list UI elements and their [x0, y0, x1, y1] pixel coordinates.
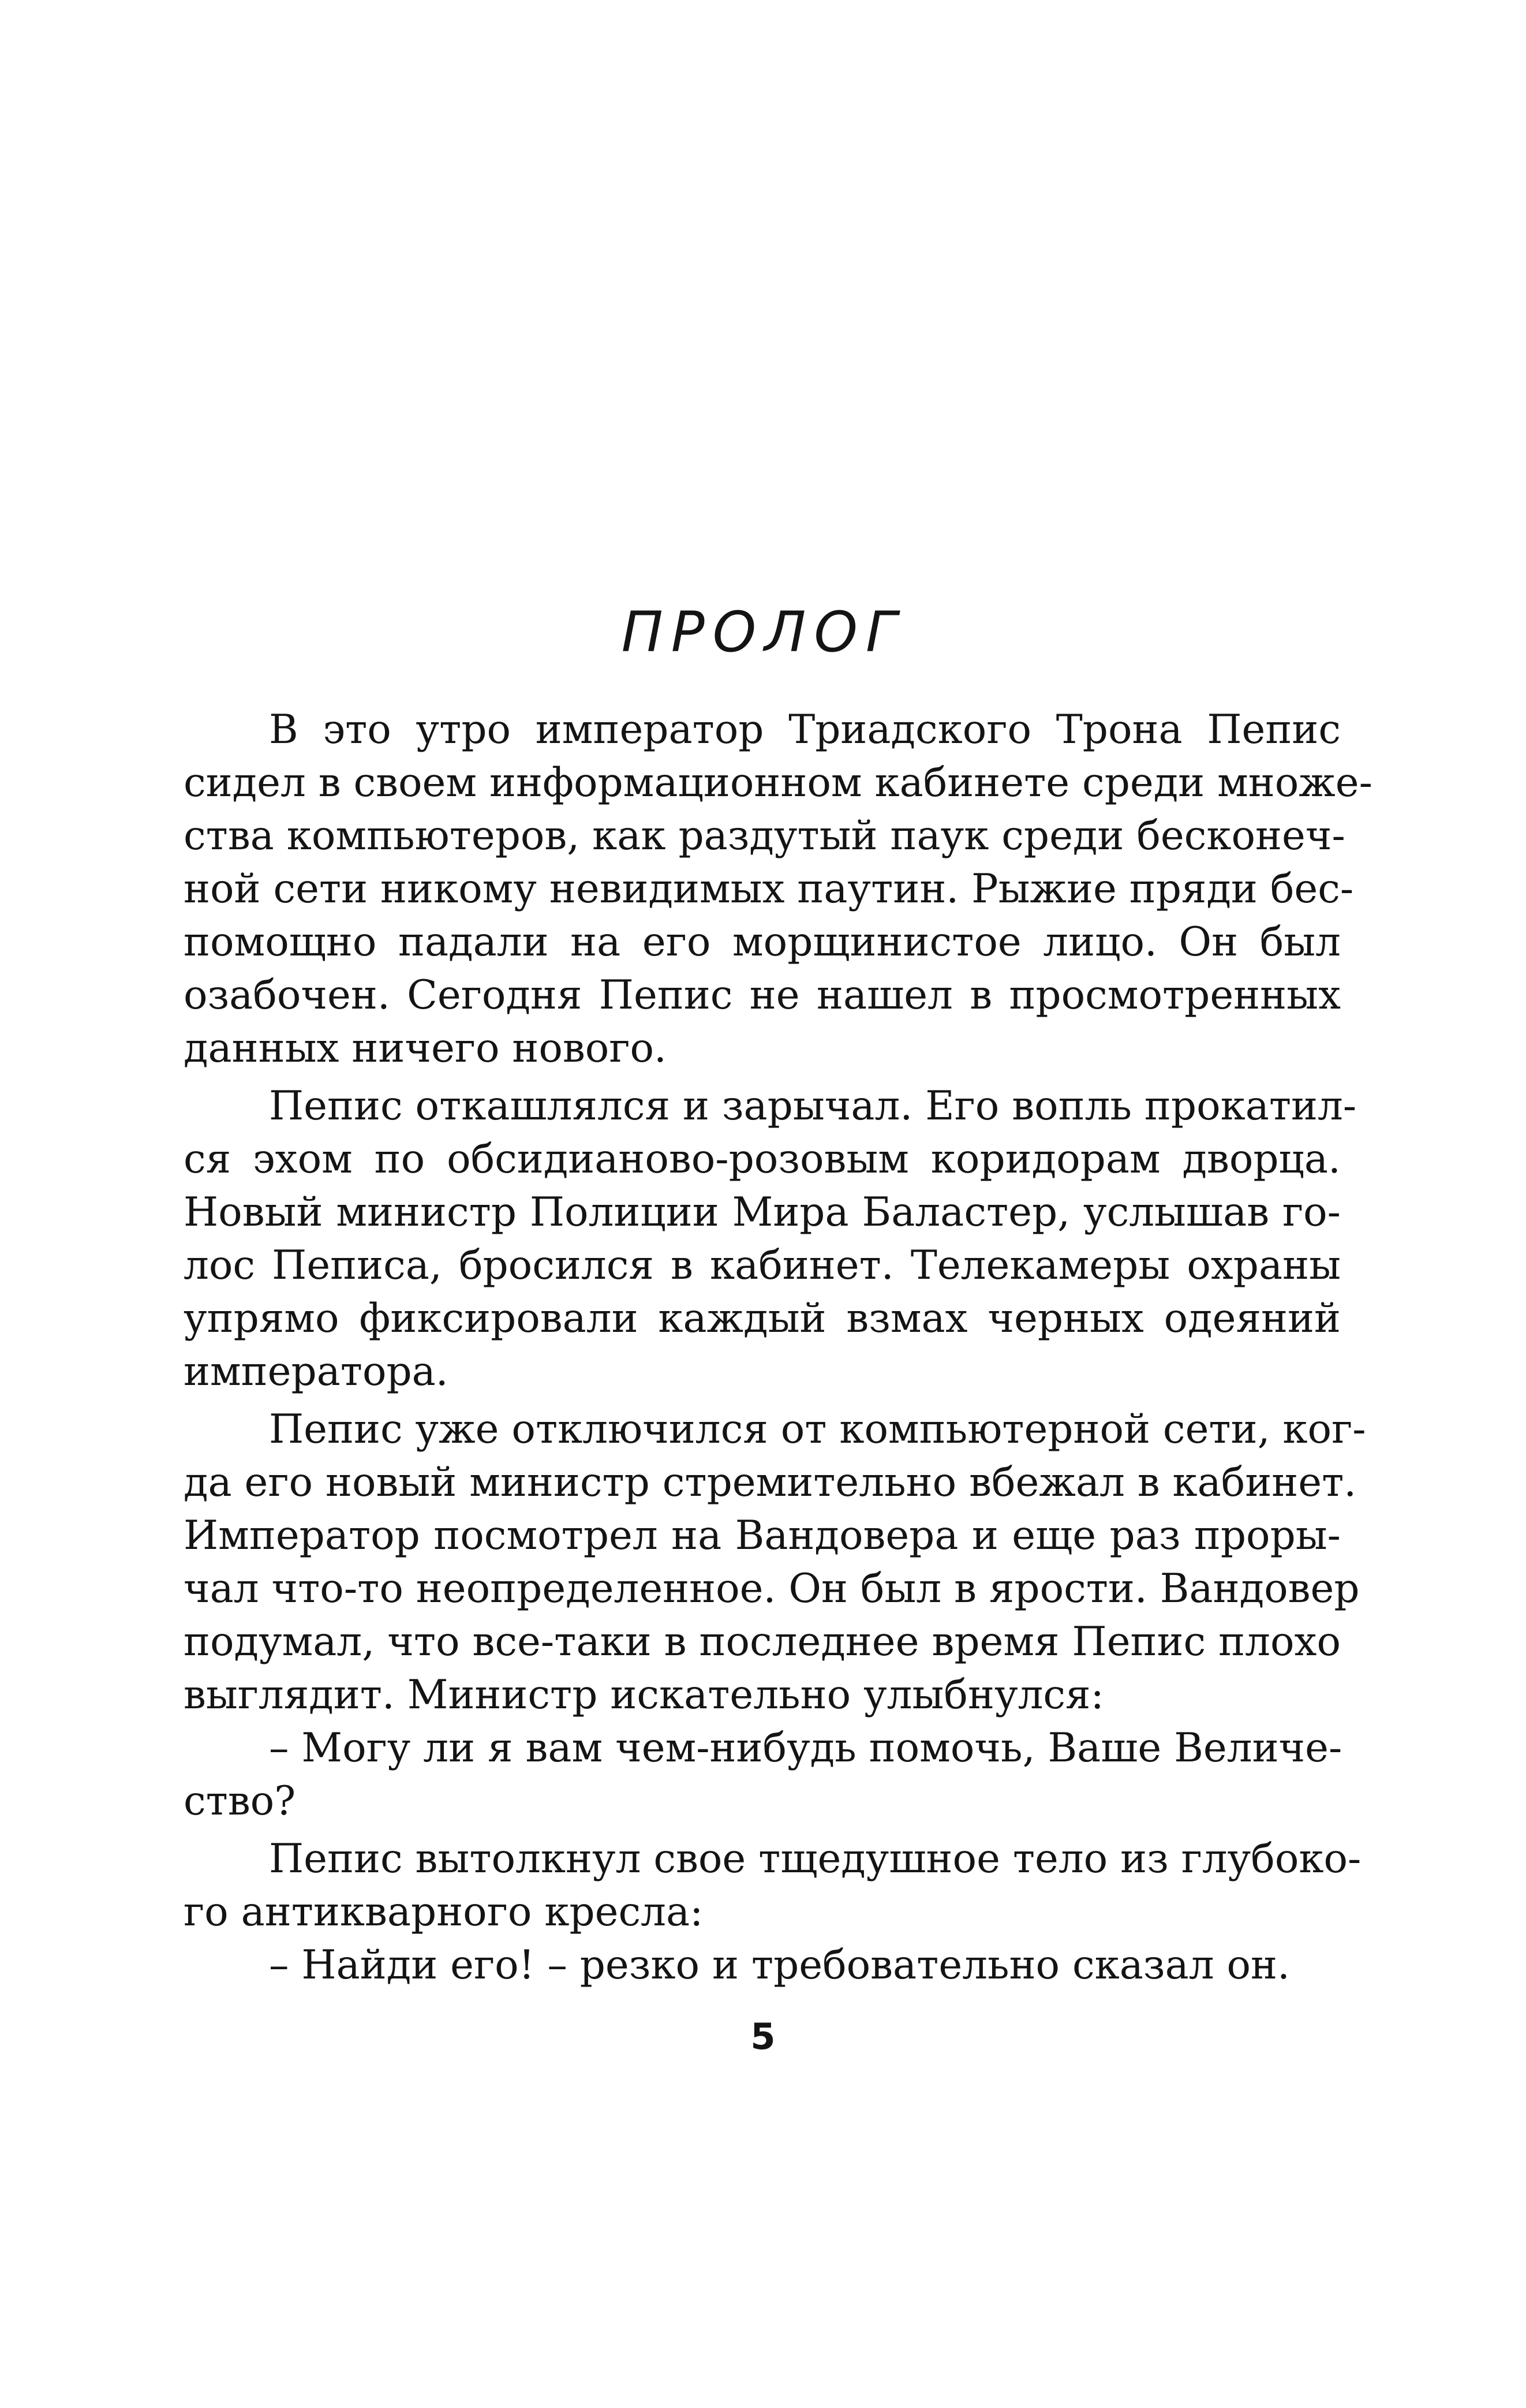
text-line: помощно падали на его морщинистое лицо. Он был: [184, 919, 1341, 965]
text-line: сидел в своем информационном кабинете среди множе-: [184, 760, 1372, 806]
text-line: данных ничего нового.: [184, 1025, 667, 1072]
paragraph: [184, 703, 1372, 1075]
text-line: озабочен. Сегодня Пепис не нашел в просмотренных: [184, 972, 1341, 1018]
paragraph: [184, 1832, 1362, 1939]
text-line: ства компьютеров, как раздутый паук среди бесконеч-: [184, 813, 1345, 859]
text-line: Император посмотрел на Вандовера и еще раз проры-: [184, 1513, 1341, 1559]
text-line: подумал, что все-таки в последнее время Пепис плохо: [184, 1619, 1341, 1665]
text-line: чал что-то неопределенное. Он был в ярости. Вандовер: [184, 1566, 1360, 1612]
text-line: ной сети никому невидимых паутин. Рыжие пряди бес-: [184, 866, 1354, 912]
paragraph: [184, 1939, 1341, 1992]
text-line: Пепис уже отключился от компьютерной сети, ког-: [269, 1406, 1366, 1453]
paragraph: [184, 1722, 1341, 1828]
paragraph: [184, 1403, 1366, 1722]
text-line: го антикварного кресла:: [184, 1889, 704, 1935]
text-line: – Могу ли я вам чем-нибудь помочь, Ваше Величе-: [269, 1725, 1342, 1771]
paragraph: [184, 1080, 1357, 1398]
text-line: упрямо фиксировали каждый взмах черных одеяний: [184, 1296, 1341, 1342]
text-line: да его новый министр стремительно вбежал в кабинет.: [184, 1459, 1357, 1506]
page-number: 5: [750, 2015, 776, 2058]
text-line: лос Пеписа, бросился в кабинет. Телекамеры охраны: [184, 1242, 1341, 1289]
text-line: ся эхом по обсидианово-розовым коридорам дворца.: [184, 1136, 1341, 1182]
text-line: Пепис вытолкнул свое тщедушное тело из глубоко-: [269, 1836, 1362, 1882]
text-line: выглядит. Министр искательно улыбнулся:: [184, 1672, 1104, 1718]
text-line: ство?: [184, 1778, 296, 1824]
chapter-title: ПРОЛОГ: [621, 600, 905, 664]
text-line: В это утро император Триадского Трона Пепис: [269, 707, 1341, 753]
text-line: Новый министр Полиции Мира Баластер, услышав го-: [184, 1189, 1341, 1235]
text-line: императора.: [184, 1349, 448, 1395]
text-line: Пепис откашлялся и зарычал. Его вопль прокатил-: [269, 1083, 1357, 1129]
text-line: – Найди его! – резко и требовательно сказал он.: [269, 1942, 1290, 1988]
body-text: [184, 703, 1372, 1992]
